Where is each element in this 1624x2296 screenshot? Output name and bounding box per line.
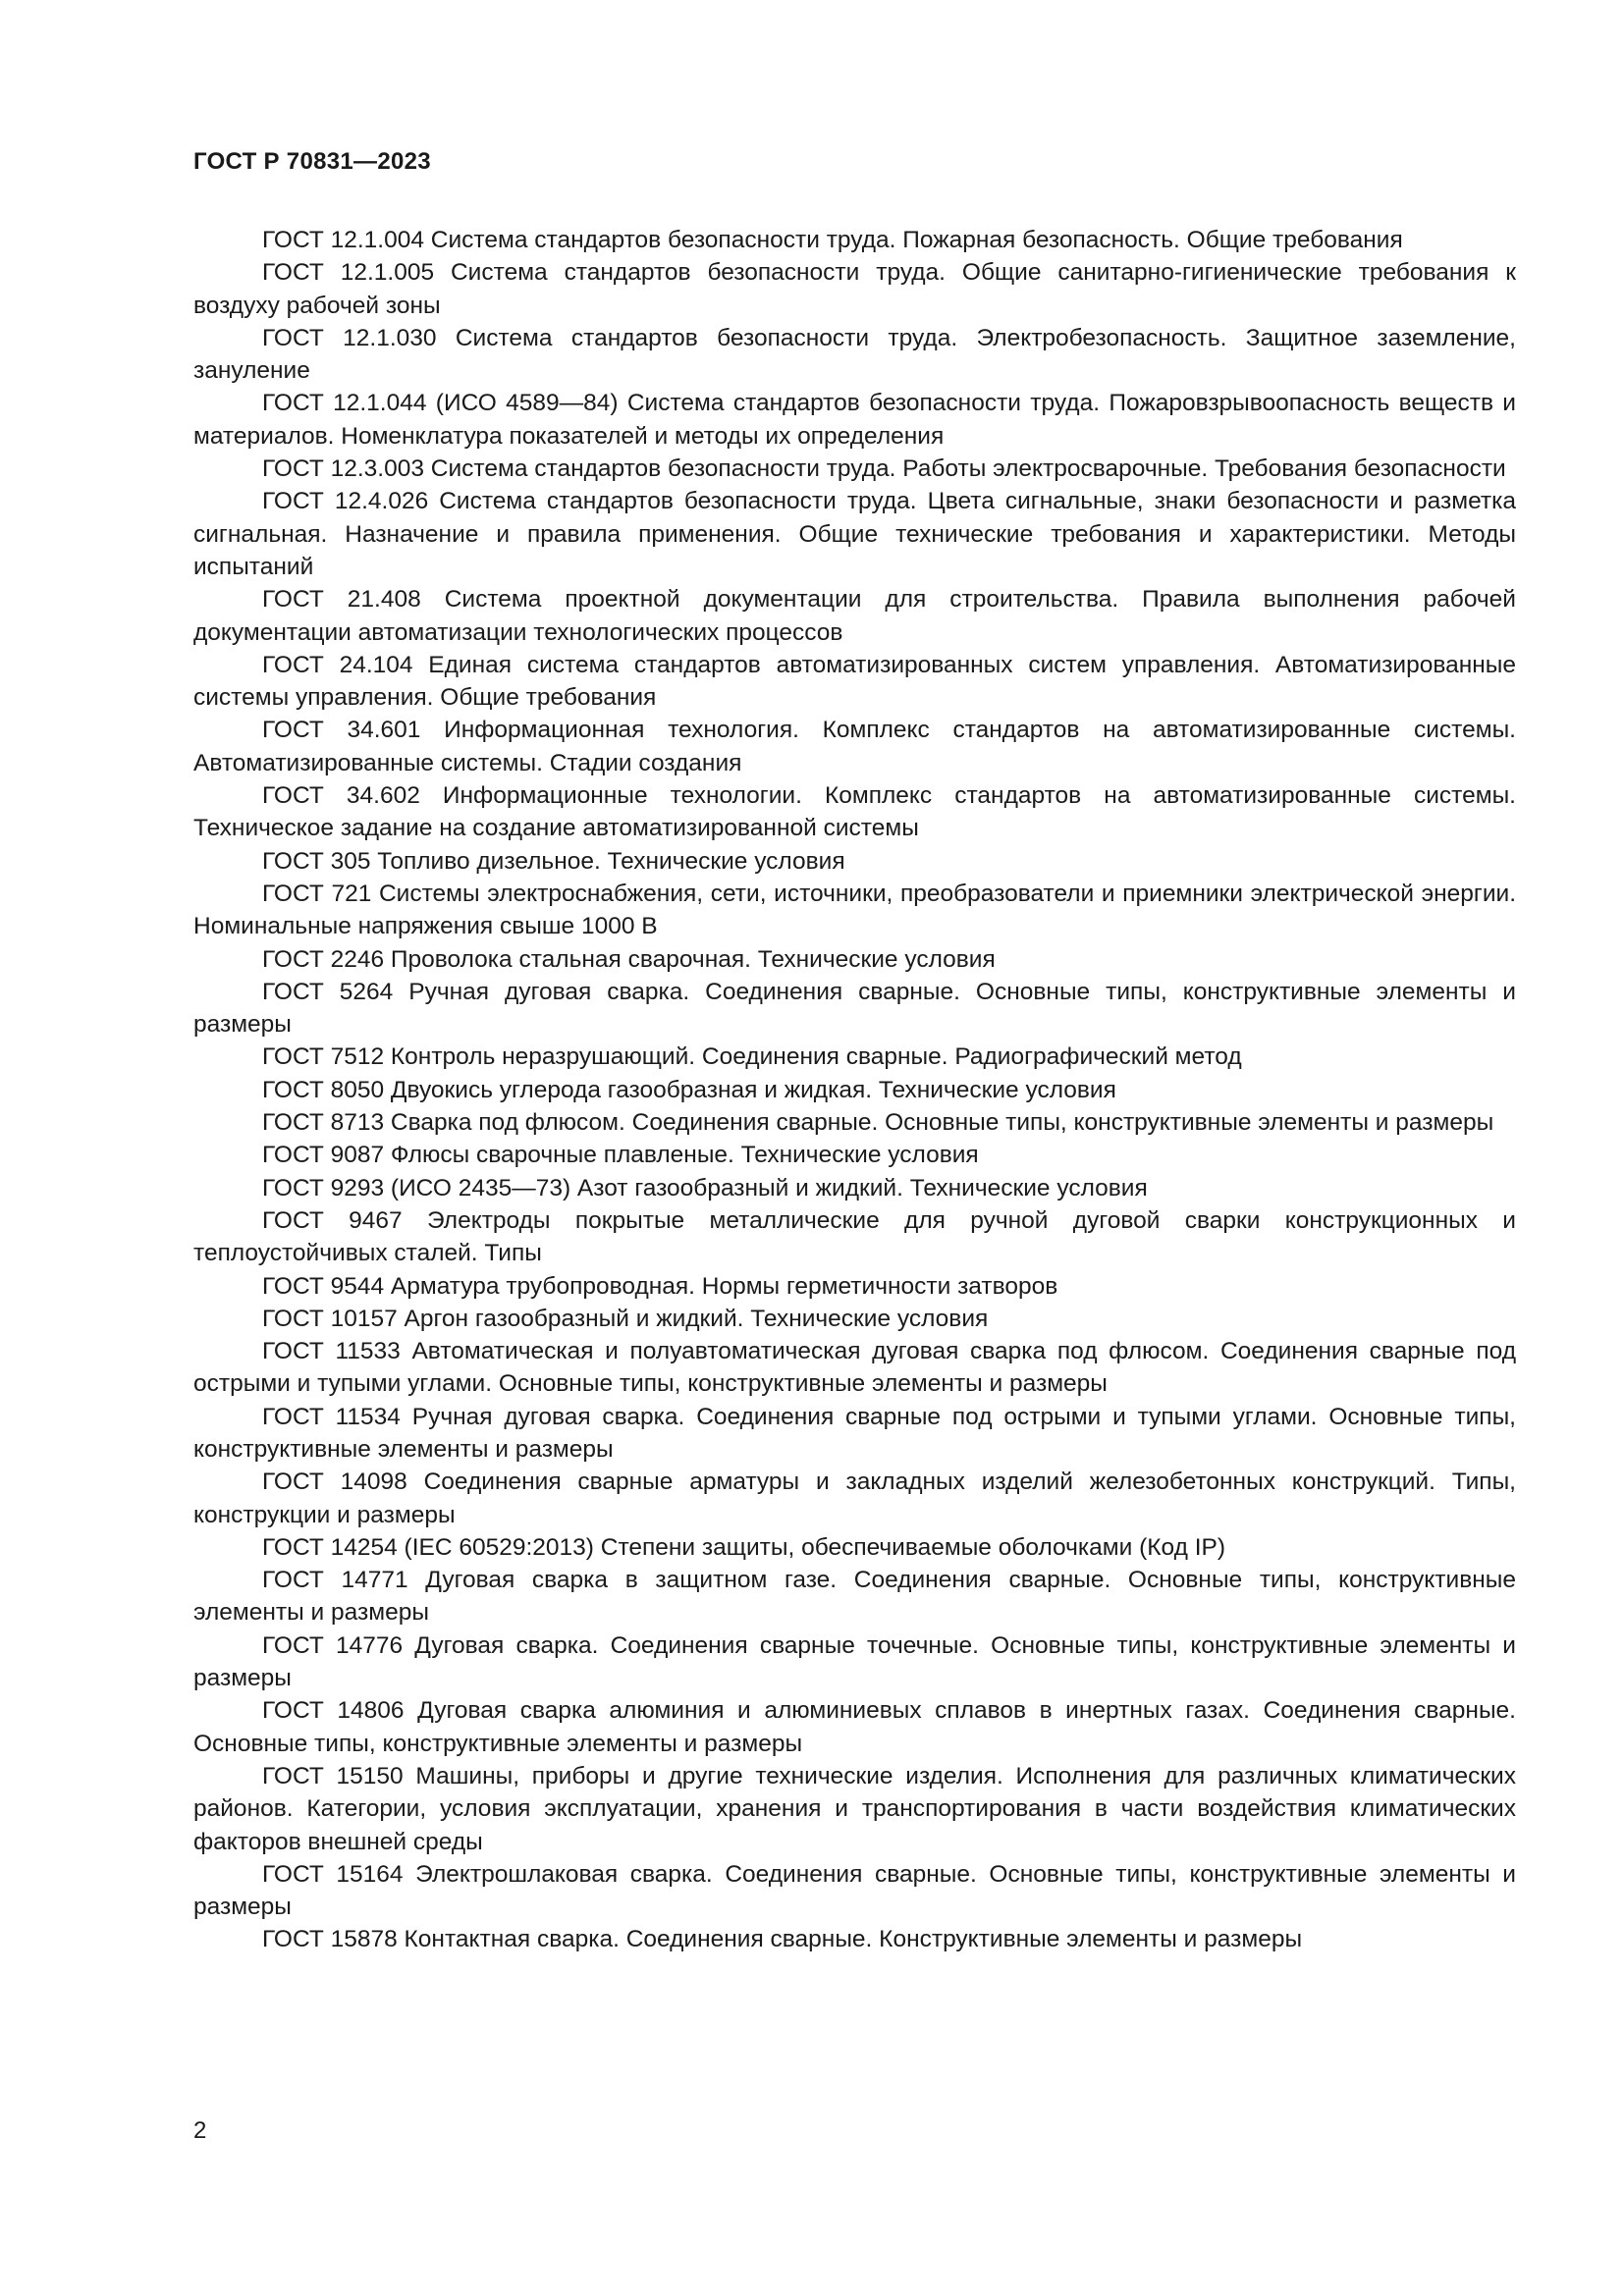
- page-number: 2: [193, 2117, 207, 2144]
- reference-item: ГОСТ 9544 Арматура трубопроводная. Нормы герметичности затворов: [262, 1272, 1058, 1300]
- reference-item: ГОСТ 9087 Флюсы сварочные плавленые. Технические условия: [262, 1142, 979, 1169]
- reference-item: ГОСТ 2246 Проволока стальная сварочная. Технические условия: [262, 945, 996, 973]
- reference-item: ГОСТ 15150 Машины, приборы и другие технические изделия. Исполнения для различных климатических районов. Категории, условия эксплуатации, хранения и транспортирования в части воздействия климатических факторов внешней среды: [193, 1762, 1516, 1855]
- reference-item: ГОСТ 14806 Дуговая сварка алюминия и алюминиевых сплавов в инертных газах. Соединения сварные. Основные типы, конструктивные элементы и размеры: [193, 1697, 1516, 1757]
- reference-item: ГОСТ 14771 Дуговая сварка в защитном газе. Соединения сварные. Основные типы, конструктивные элементы и размеры: [193, 1567, 1516, 1627]
- reference-item: ГОСТ 34.601 Информационная технология. Комплекс стандартов на автоматизированные системы. Автоматизированные системы. Стадии создания: [193, 717, 1516, 776]
- document-header: ГОСТ Р 70831—2023: [193, 148, 431, 175]
- reference-item: ГОСТ 8713 Сварка под флюсом. Соединения сварные. Основные типы, конструктивные элементы и размеры: [262, 1109, 1494, 1137]
- normative-references-list: [193, 224, 1516, 1956]
- reference-item: ГОСТ 15164 Электрошлаковая сварка. Соединения сварные. Основные типы, конструктивные элементы и размеры: [193, 1860, 1516, 1921]
- reference-item: ГОСТ 8050 Двуокись углерода газообразная и жидкая. Технические условия: [262, 1076, 1116, 1103]
- reference-item: ГОСТ 12.1.044 (ИСО 4589—84) Система стандартов безопасности труда. Пожаровзрывоопасность веществ и материалов. Номенклатура показателей и методы их определения: [193, 390, 1516, 450]
- reference-item: ГОСТ 21.408 Система проектной документации для строительства. Правила выполнения рабочей документации автоматизации технологических процессов: [193, 586, 1516, 646]
- reference-item: ГОСТ 34.602 Информационные технологии. Комплекс стандартов на автоматизированные системы. Техническое задание на создание автоматизированной системы: [193, 782, 1516, 842]
- reference-item: ГОСТ 11534 Ручная дуговая сварка. Соединения сварные под острыми и тупыми углами. Основные типы, конструктивные элементы и размеры: [193, 1403, 1516, 1463]
- reference-item: ГОСТ 24.104 Единая система стандартов автоматизированных систем управления. Автоматизированные системы управления. Общие требования: [193, 651, 1516, 712]
- reference-item: ГОСТ 305 Топливо дизельное. Технические условия: [262, 847, 845, 875]
- reference-item: ГОСТ 14254 (IEC 60529:2013) Степени защиты, обеспечиваемые оболочками (Код IP): [262, 1533, 1226, 1561]
- reference-item: ГОСТ 721 Системы электроснабжения, сети, источники, преобразователи и приемники электрической энергии. Номинальные напряжения свыше 1000 В: [193, 880, 1516, 940]
- reference-item: ГОСТ 5264 Ручная дуговая сварка. Соединения сварные. Основные типы, конструктивные элементы и размеры: [193, 978, 1516, 1039]
- reference-item: ГОСТ 12.1.030 Система стандартов безопасности труда. Электробезопасность. Защитное заземление, зануление: [193, 324, 1516, 385]
- reference-item: ГОСТ 9293 (ИСО 2435—73) Азот газообразный и жидкий. Технические условия: [262, 1174, 1148, 1201]
- reference-item: ГОСТ 7512 Контроль неразрушающий. Соединения сварные. Радиографический метод: [262, 1043, 1242, 1071]
- reference-item: ГОСТ 12.1.004 Система стандартов безопасности труда. Пожарная безопасность. Общие требования: [262, 227, 1403, 253]
- reference-item: ГОСТ 11533 Автоматическая и полуавтоматическая дуговая сварка под флюсом. Соединения сварные под острыми и тупыми углами. Основные типы, конструктивные элементы и размеры: [193, 1338, 1516, 1398]
- reference-item: ГОСТ 15878 Контактная сварка. Соединения сварные. Конструктивные элементы и размеры: [262, 1926, 1303, 1953]
- reference-item: ГОСТ 9467 Электроды покрытые металлические для ручной дуговой сварки конструкционных и теплоустойчивых сталей. Типы: [193, 1206, 1516, 1267]
- reference-item: ГОСТ 12.1.005 Система стандартов безопасности труда. Общие санитарно-гигиенические требования к воздуху рабочей зоны: [193, 259, 1516, 319]
- reference-item: ГОСТ 14098 Соединения сварные арматуры и закладных изделий железобетонных конструкций. Типы, конструкции и размеры: [193, 1468, 1516, 1528]
- reference-item: ГОСТ 14776 Дуговая сварка. Соединения сварные точечные. Основные типы, конструктивные элементы и размеры: [193, 1631, 1516, 1692]
- reference-item: ГОСТ 12.4.026 Система стандартов безопасности труда. Цвета сигнальные, знаки безопасности и разметка сигнальная. Назначение и правила применения. Общие технические требования и характеристики. Методы испытаний: [193, 488, 1516, 580]
- reference-item: ГОСТ 12.3.003 Система стандартов безопасности труда. Работы электросварочные. Требования безопасности: [262, 455, 1506, 483]
- reference-item: ГОСТ 10157 Аргон газообразный и жидкий. Технические условия: [262, 1305, 989, 1332]
